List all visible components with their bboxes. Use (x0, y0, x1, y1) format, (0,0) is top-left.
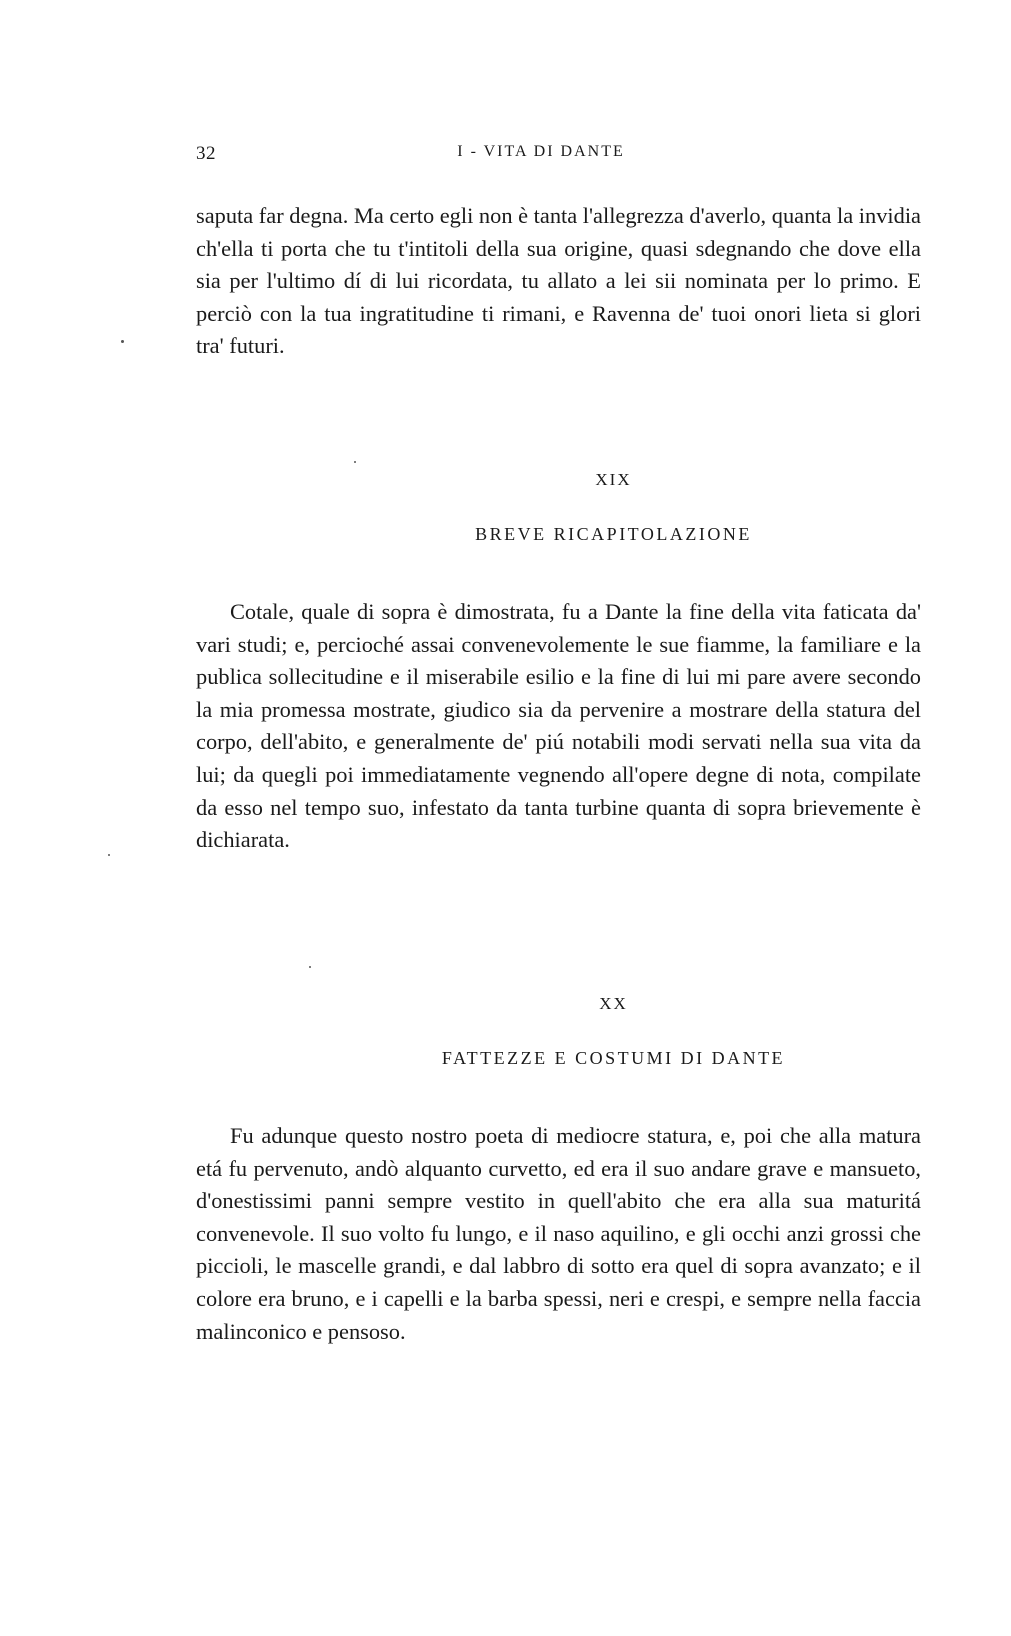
print-speck (121, 340, 124, 343)
chapter-body (196, 1120, 921, 1348)
continuation-text: saputa far degna. Ma certo egli non è tanta l'allegrezza d'averlo, quanta la invidia ch'ella ti porta che tu t'intitoli della sua origine, quasi sdegnando che dove ella sia per l'ultimo dí di lui ricordata, tu allato a lei sii nominata per lo primo. E perciò con la tua ingratitudine ti rimani, e Ravenna de' tuoi onori lieta si glori tra' futuri. (196, 203, 921, 359)
chapter-number: XX (599, 994, 628, 1013)
chapter-number: XIX (595, 470, 632, 489)
chapter-paragraph: Cotale, quale di sopra è dimostrata, fu a Dante la fine della vita faticata da' vari studi; e, percioché assai convenevolemente le sue fiamme, la familiare e la publica sollecitudine e il miserabile esilio e la fine di lui mi pare avere secondo la mia promessa mostrate, giudico sia da pervenire a mostrare della statura del corpo, dell'abito, e generalmente de' piú notabili modi servati nella sua vita da lui; da quegli poi immediatamente vegnendo all'opere degne di nota, compilate da esso nel tempo suo, infestato da tanta turbine quanta di sopra brievemente è dichiarata. (196, 599, 921, 853)
chapter-paragraph: Fu adunque questo nostro poeta di mediocre statura, e, poi che alla matura etá fu pervenuto, andò alquanto curvetto, ed era il suo andare grave e mansueto, d'onestissimi panni sempre vestito in quell'abito che era alla sua maturitá convenevole. Il suo volto fu lungo, e il naso aquilino, e gli occhi anzi grossi che piccioli, le mascelle grandi, e dal labbro di sotto era quel di sopra avanzato; e il colore era bruno, e i capelli e la barba spessi, neri e crespi, e sempre nella faccia malinconico e pensoso. (196, 1123, 921, 1344)
continuation-paragraph (196, 200, 921, 363)
print-speck (108, 854, 110, 856)
page-number: 32 (196, 143, 216, 164)
chapter-title: FATTEZZE E COSTUMI DI DANTE (441, 1048, 786, 1068)
chapter-body (196, 596, 921, 857)
running-head (196, 143, 846, 167)
chapter-title: BREVE RICAPITOLAZIONE (475, 524, 752, 544)
print-speck (354, 461, 356, 463)
print-speck (309, 966, 311, 968)
running-title: I - VITA DI DANTE (457, 143, 625, 160)
